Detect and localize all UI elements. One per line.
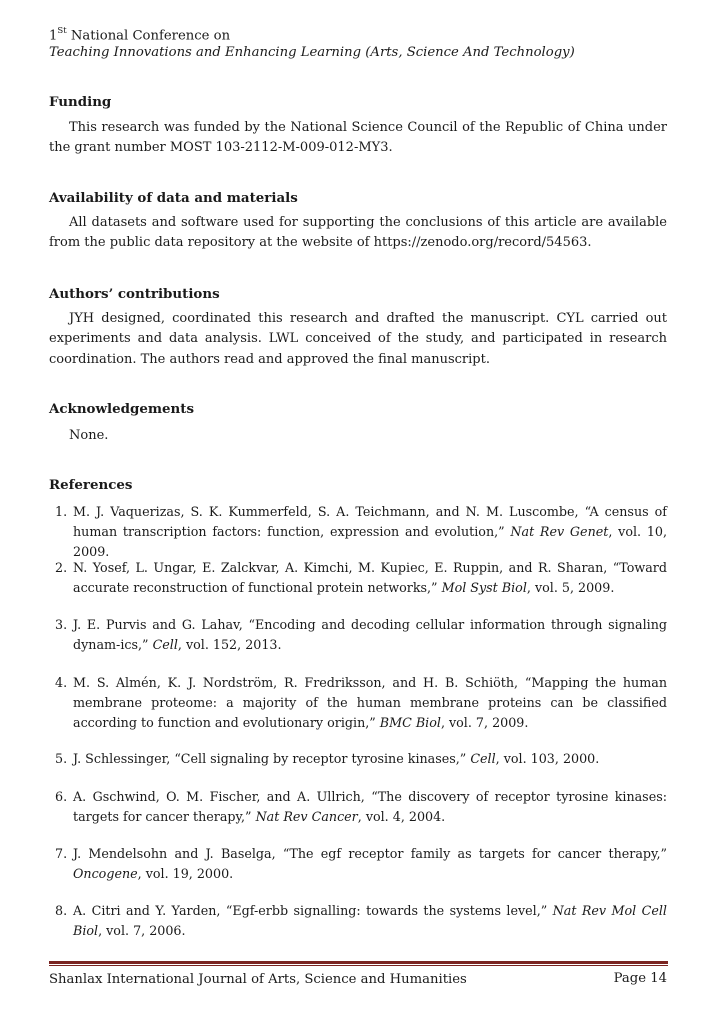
reference-number: 5. xyxy=(55,751,68,766)
reference-number: 4. xyxy=(55,675,68,690)
conference-ordinal: St xyxy=(57,26,67,36)
reference-journal: Nat Rev Genet xyxy=(510,524,609,540)
reference-item xyxy=(49,673,667,734)
reference-details: , vol. 7, 2006. xyxy=(98,923,186,939)
reference-number: 7. xyxy=(55,846,68,861)
reference-text: M. S. Almén, K. J. Nordström, R. Fredriksson, and H. B. Schiöth, “Mapping the human membrane proteome: a majority of the human membrane proteins can be classified according to function and evolutionary origin,” xyxy=(73,675,667,731)
running-header xyxy=(49,24,669,61)
reference-number: 6. xyxy=(55,789,68,804)
reference-text: A. Gschwind, O. M. Fischer, and A. Ullrich, “The discovery of receptor tyrosine kinases: targets for cancer therapy,” xyxy=(73,789,667,825)
reference-journal: BMC Biol xyxy=(379,715,441,731)
funding-paragraph: This research was funded by the National Science Council of the Republic of China under the grant number MOST 103-2112-M-009-012-MY3. xyxy=(49,120,667,156)
reference-details: , vol. 4, 2004. xyxy=(357,809,446,825)
reference-number: 2. xyxy=(55,560,68,575)
conference-title xyxy=(49,24,669,45)
conference-title-text: National Conference on xyxy=(66,28,231,44)
reference-journal: Nat Rev Mol Cell Biol xyxy=(73,903,667,939)
reference-journal: Cell xyxy=(152,637,178,653)
reference-item xyxy=(49,787,667,827)
footer-journal-name: Shanlax International Journal of Arts, Science and Humanities xyxy=(49,972,467,987)
reference-journal: Cell xyxy=(470,751,496,766)
reference-details: , vol. 152, 2013. xyxy=(177,637,282,653)
reference-text: N. Yosef, L. Ungar, E. Zalckvar, A. Kimchi, M. Kupiec, E. Ruppin, and R. Sharan, “Toward accurate reconstruction of functional protein networks,” xyxy=(73,560,667,596)
reference-item xyxy=(49,558,667,598)
reference-number: 1. xyxy=(55,504,68,519)
reference-number: 8. xyxy=(55,903,68,918)
reference-text: J. Mendelsohn and J. Baselga, “The egf receptor family as targets for cancer therapy,” xyxy=(73,846,667,861)
conference-subtitle: Teaching Innovations and Enhancing Learning (Arts, Science And Technology) xyxy=(49,44,575,60)
reference-text: M. J. Vaquerizas, S. K. Kummerfeld, S. A. Teichmann, and N. M. Luscombe, “A census of human transcription factors: function, expression and evolution,” xyxy=(73,504,667,540)
contributions-paragraph: JYH designed, coordinated this research and drafted the manuscript. CYL carried out experiments and data analysis. LWL conceived of the study, and participated in research coordination. The authors read and approved the final manuscript. xyxy=(49,311,667,367)
reference-text: J. E. Purvis and G. Lahav, “Encoding and decoding cellular information through signaling dynam-ics,” xyxy=(73,617,667,653)
availability-heading: Availability of data and materials xyxy=(49,190,298,206)
reference-details: , vol. 7, 2009. xyxy=(440,715,529,731)
references-heading: References xyxy=(49,477,133,493)
acknowledgements-text: None. xyxy=(69,428,109,443)
reference-journal: Oncogene xyxy=(73,866,138,882)
reference-item xyxy=(49,615,667,655)
contributions-heading: Authors’ contributions xyxy=(49,286,220,302)
reference-journal: Nat Rev Cancer xyxy=(255,809,358,825)
reference-item xyxy=(49,749,667,769)
reference-item xyxy=(49,844,667,884)
reference-journal: Mol Syst Biol xyxy=(441,580,527,596)
reference-details: , vol. 103, 2000. xyxy=(495,751,600,766)
footer-rule xyxy=(49,961,668,964)
reference-item xyxy=(49,901,667,941)
reference-text: A. Citri and Y. Yarden, “Egf-erbb signalling: towards the systems level,” xyxy=(73,903,553,918)
funding-heading: Funding xyxy=(49,94,112,110)
reference-item xyxy=(49,502,667,563)
reference-number: 3. xyxy=(55,617,68,632)
footer-rule-thin xyxy=(49,965,668,966)
page-number: Page 14 xyxy=(613,971,667,986)
conference-number: 1 xyxy=(49,28,58,44)
reference-details: , vol. 5, 2009. xyxy=(526,580,615,596)
acknowledgements-heading: Acknowledgements xyxy=(49,401,195,417)
reference-text: J. Schlessinger, “Cell signaling by receptor tyrosine kinases,” xyxy=(73,751,471,766)
reference-details: , vol. 19, 2000. xyxy=(137,866,234,882)
availability-paragraph: All datasets and software used for supporting the conclusions of this article are available from the public data repository at the website of https://zenodo.org/record/54563. xyxy=(49,215,667,251)
reference-details: , vol. 10, 2009. xyxy=(73,524,667,560)
